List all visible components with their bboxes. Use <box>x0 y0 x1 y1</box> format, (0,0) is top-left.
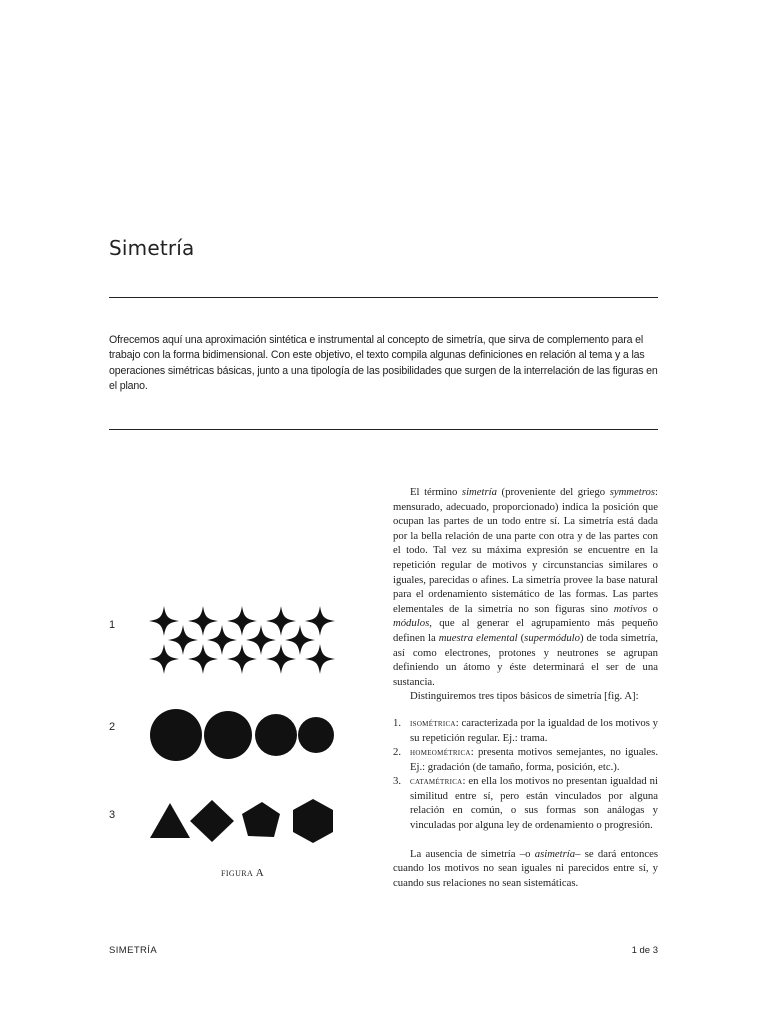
symmetry-types-list <box>393 716 658 833</box>
pentagon-icon <box>242 802 280 837</box>
isometric-stars-pattern <box>145 600 340 680</box>
list-item: 2. homeométrica: presenta motivos semejantes, no iguales. Ej.: gradación (de tamaño, forma, posición, etc.). <box>393 746 658 773</box>
star-icon <box>246 625 276 655</box>
star-icon <box>207 625 237 655</box>
bottom-divider <box>109 429 658 430</box>
circle-large-icon <box>150 709 202 761</box>
figure-row-label-3: 3 <box>109 809 116 821</box>
star-icon <box>305 606 335 636</box>
star-icon <box>188 644 218 674</box>
diamond-icon <box>190 800 234 842</box>
star-icon <box>188 606 218 636</box>
catametric-polygons-progression <box>145 795 340 850</box>
star-icon <box>285 625 315 655</box>
body-paragraph-2: Distinguiremos tres tipos básicos de simetría [fig. A]: <box>410 690 639 703</box>
footer-page-number: 1 de 3 <box>631 945 658 956</box>
star-icon <box>305 644 335 674</box>
body-text <box>393 485 658 890</box>
figure-row-label-1: 1 <box>109 619 116 631</box>
star-icon <box>168 625 198 655</box>
page-title: Simetría <box>109 236 195 260</box>
figure-caption: figura A <box>221 867 265 879</box>
star-icon <box>266 644 296 674</box>
hexagon-icon <box>293 799 333 843</box>
star-icon <box>227 644 257 674</box>
body-paragraph-3: La ausencia de simetría –o asimetría– se dará entonces cuando los motivos no sean iguales ni parecidos entre sí, y cuando sus relaciones no sean sistemáticas. <box>393 847 659 889</box>
circle-smallest-icon <box>298 717 334 753</box>
intro-paragraph: Ofrecemos aquí una aproximación sintética e instrumental al concepto de simetría, que sirva de complemento para el trabajo con la forma bidimensional. Con este objetivo, el texto compila algunas definiciones en relación al tema y a las operaciones simétricas básicas, junto a una tipología de las posibilidades que surgen de la interrelación de las figuras en el plano. <box>109 334 658 393</box>
body-paragraph-1: El término simetría (proveniente del griego symmetros: mensurado, adecuado, proporcionado) indica la posición que ocupan las partes de un todo entre sí. La simetría está dada por la bella relación de una parte con otra y de las partes con el todo. Tal vez su máxima expresión se encuentre en la repetición regular de motivos y circunstancias similares o iguales, parecidas o afines. La simetría provee la base natural para el ordenamiento sistemático de las formas. Las partes elementales de la simetría no son figuras sino motivos o módulos, que al generar el agrupamiento más pequeño definen la muestra elemental (supermódulo) de toda simetría, así como electrones, protones y neutrones se agrupan definiendo un átomo y éste determinará el ser de una sustancia. <box>393 486 659 688</box>
star-icon <box>266 606 296 636</box>
top-divider <box>109 297 658 298</box>
star-icon <box>149 606 179 636</box>
star-icon <box>227 606 257 636</box>
footer-section-title: SIMETRÍA <box>109 945 158 956</box>
homeometric-circles-gradation <box>145 700 340 770</box>
circle-small-icon <box>255 714 297 756</box>
circle-medium-icon <box>204 711 252 759</box>
triangle-icon <box>150 803 190 838</box>
star-icon <box>149 644 179 674</box>
figure-row-label-2: 2 <box>109 721 116 733</box>
list-item: 1. isométrica: caracterizada por la igualdad de los motivos y su repetición regular. Ej.: trama. <box>393 716 658 744</box>
list-item: 3. catamétrica: en ella los motivos no presentan igualdad ni similitud entre sí, pero están vinculados por alguna relación en común, o sus formas son análogas y vinculadas por alguna ley de ordenamiento o progresión. <box>393 775 658 832</box>
